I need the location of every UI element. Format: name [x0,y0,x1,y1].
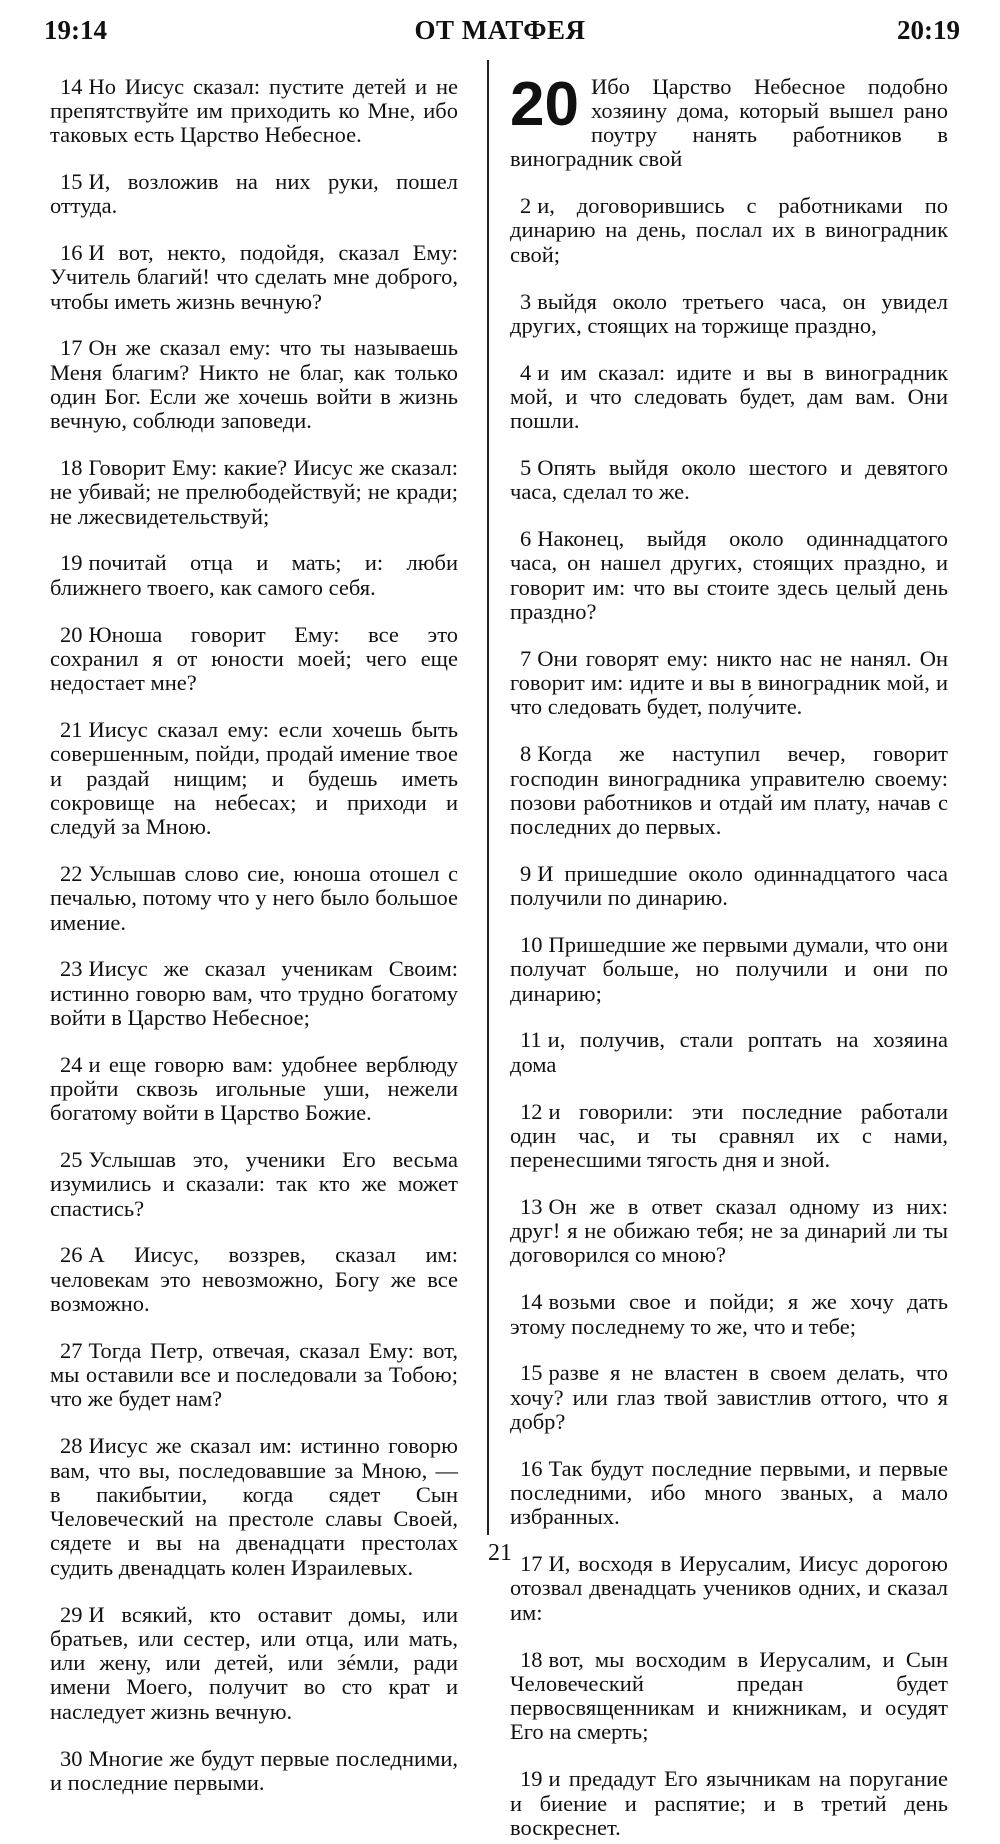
verse-text: Услышав слово сие, юноша отошел с печалью, потому что у него было большое имение. [50,860,458,935]
verse [510,1290,948,1339]
verse-number: 29 [60,1601,83,1627]
verse [510,1457,948,1530]
verse-number: 5 [520,455,532,481]
book-title: ОТ МАТФЕЯ [414,15,586,45]
verse-text: Многие же будут первые последними, и последние первыми. [50,1745,458,1795]
verse-text: возьми свое и пойди; я же хочу дать этому последнему то же, что и тебе; [510,1289,948,1339]
verse-number: 28 [60,1433,83,1459]
verse-text: вот, мы восходим в Иерусалим, и Сын Человеческий предан будет первосвященникам и книжникам, и осудят Его на смерть; [510,1646,948,1745]
verse-text: Иисус же сказал им: истинно говорю вам, что вы, последовавшие за Мною, — в пакибытии, когда сядет Сын Человеческий на престоле славы Своей, сядете и вы на двенадцати престолах судить двенадцать колен Израилевых. [50,1433,458,1580]
verse [510,933,948,1006]
verse [50,1148,458,1221]
verse-number: 10 [520,932,543,958]
verse [510,361,948,434]
verse-number: 14 [60,73,83,99]
verse-number: 19 [60,550,83,576]
verse [50,623,458,696]
verse-text: и, получив, стали роптать на хозяина дома [510,1027,948,1077]
verse-number: 19 [520,1766,543,1792]
verse-number: 23 [60,956,83,982]
verse [510,1361,948,1434]
verse-number: 15 [520,1360,543,1386]
verse-text: Так будут последние первыми, и первые последними, ибо много званых, а мало избранных. [510,1455,948,1530]
verse-number: 3 [520,288,532,314]
verse-text: выйдя около третьего часа, он увидел других, стоящих на торжище праздно, [510,288,948,338]
verse-number: 17 [60,335,83,361]
verse-text: Тогда Петр, отвечая, сказал Ему: вот, мы оставили все и последовали за Тобою; что же будет нам? [50,1337,458,1412]
verse-number: 21 [60,716,83,742]
verse [50,1053,458,1126]
verse [510,862,948,911]
verse-text: разве я не властен в своем делать, что хочу? или глаз твой завистлив оттого, что я добр? [510,1360,948,1434]
verse-text: Иисус же сказал ученикам Своим: истинно говорю вам, что трудно богатому войти в Царство Небесное; [50,956,458,1030]
verse-text: почитай отца и мать; и: люби ближнего твоего, как самого себя. [50,550,458,600]
verse-text: и предадут Его язычникам на поругание и биение и распятие; и в третий день воскреснет. [510,1766,948,1840]
verse [510,1195,948,1268]
verse-text: Но Иисус сказал: пустите детей и не препятствуйте им приходить ко Мне, ибо таковых есть Царство Небесное. [50,73,458,148]
verse-number: 7 [520,645,532,671]
verse [50,336,458,433]
verse-number: 16 [520,1455,543,1481]
verse-number: 2 [520,193,532,219]
verse [510,1100,948,1173]
verse-number: 22 [60,860,83,886]
verse-text: Ибо Царство Небесное подобно хозяину дома, который вышел рано поутру нанять работников в виноградник свой [510,73,948,172]
verse [510,742,948,839]
verse-number: 26 [60,1242,83,1268]
verse-number: 24 [60,1051,83,1077]
verse [510,527,948,624]
verse-number: 17 [520,1551,543,1577]
verse-text: И вот, некто, подойдя, сказал Ему: Учитель благий! что сделать мне доброго, чтобы иметь жизнь вечную? [50,239,458,314]
verse [510,194,948,267]
verse [50,551,458,600]
verse-number: 13 [520,1193,543,1219]
verse-number: 25 [60,1147,83,1173]
verse [50,1339,458,1412]
verse-text: Опять выйдя около шестого и девятого часа, сделал то же. [510,455,948,505]
verse-number: 30 [60,1745,83,1771]
verse-text: Когда же наступил вечер, говорит господин виноградника управителю своему: позови работников и отдай им плату, начав с последних до первых. [510,741,948,840]
verse-text: и им сказал: идите и вы в виноградник мой, и что следовать будет, дам вам. Они пошли. [510,359,948,434]
verse-text: И пришедшие около одиннадцатого часа получили по динарию. [510,860,948,911]
chapter-number: 20 [510,69,579,139]
verse [510,1648,948,1745]
verse-text: и, договорившись с работниками по динарию на день, послал их в виноградник свой; [510,193,948,267]
verse [510,1028,948,1077]
verse-text: И, восходя в Иерусалим, Иисус дорогою отозвал двенадцать учеников одних, и сказал им: [510,1551,948,1625]
verse-number: 4 [520,359,532,385]
verse-text: А Иисус, воззрев, сказал им: человекам это невозможно, Богу же все возможно. [50,1242,458,1317]
verse-number: 18 [60,455,83,481]
verse [50,718,458,839]
verse [50,1243,458,1316]
verse [50,957,458,1030]
verse-number: 9 [520,860,532,886]
verse [50,1747,458,1796]
verse [510,1767,948,1840]
verse-number: 20 [60,621,83,647]
page-number: 21 [488,1540,512,1566]
verse-text: Иисус сказал ему: если хочешь быть совершенным, пойди, продай имение твое и раздай нищим; и будешь иметь сокровище на небесах; и приходи и следуй за Мною. [50,716,458,840]
verse-number: 6 [520,526,532,552]
column-divider [487,60,489,1535]
verse-number: 12 [520,1098,543,1124]
verse-text: Услышав это, ученики Его весьма изумились и сказали: так кто же может спастись? [50,1147,458,1221]
verse [50,241,458,314]
verse-text: Он же сказал ему: что ты называешь Меня благим? Никто не благ, как только один Бог. Если же хочешь войти в жизнь вечную, соблюди заповеди. [50,335,458,434]
verse [50,75,458,148]
verse-text: Пришедшие же первыми думали, что они получат больше, но получили и они по динарию; [510,932,948,1006]
verse-text: Он же в ответ сказал одному из них: друг! я не обижаю тебя; не за динарий ли ты договорился со мною? [510,1193,948,1268]
header-chapter-verse-start: 19:14 [44,15,107,45]
verse-number: 8 [520,741,532,767]
verse-number: 16 [60,239,83,265]
verse-text: И, возложив на них руки, пошел оттуда. [50,168,458,219]
verse-number: 18 [520,1646,543,1672]
verse-text: Наконец, выйдя около одиннадцатого часа, он нашел других, стоящих праздно, и говорит им: что вы стоите здесь целый день праздно? [510,526,948,625]
verse [50,170,458,219]
verse-text: и говорили: эти последние работали один час, и ты сравнял их с нами, перенесшими тягость дня и зной. [510,1098,948,1173]
left-text-column [50,52,458,1799]
verse-text: Они говорят ему: никто нас не нанял. Он говорит им: идите и вы в виноградник мой, и что следовать будет, полу́чите. [510,645,948,720]
verse-number: 11 [520,1027,542,1053]
verse [50,456,458,529]
verse-number: 27 [60,1337,83,1363]
verse-text: Говорит Ему: какие? Иисус же сказал: не убивай; не прелюбодействуй; не кради; не лжесвидетельствуй; [50,455,458,529]
verse [50,1603,458,1724]
verse-text: и еще говорю вам: удобнее верблюду пройти сквозь игольные уши, нежели богатому войти в Царство Божие. [50,1051,458,1126]
verse [510,456,948,505]
chapter-20-verse-1 [510,69,948,172]
verse [510,290,948,339]
verse-number: 15 [60,168,83,194]
verse-number: 14 [520,1289,543,1315]
header-chapter-verse-end: 20:19 [897,15,960,45]
right-text-column [510,52,948,1844]
verse [50,862,458,935]
verse-text: Юноша говорит Ему: все это сохранил я от юности моей; чего еще недостает мне? [50,621,458,696]
verse [510,647,948,720]
verse-text: И всякий, кто оставит домы, или братьев, или сестер, или отца, или мать, или жену, или детей, или зéмли, ради имени Моего, получит во сто крат и наследует жизнь вечную. [50,1601,458,1724]
